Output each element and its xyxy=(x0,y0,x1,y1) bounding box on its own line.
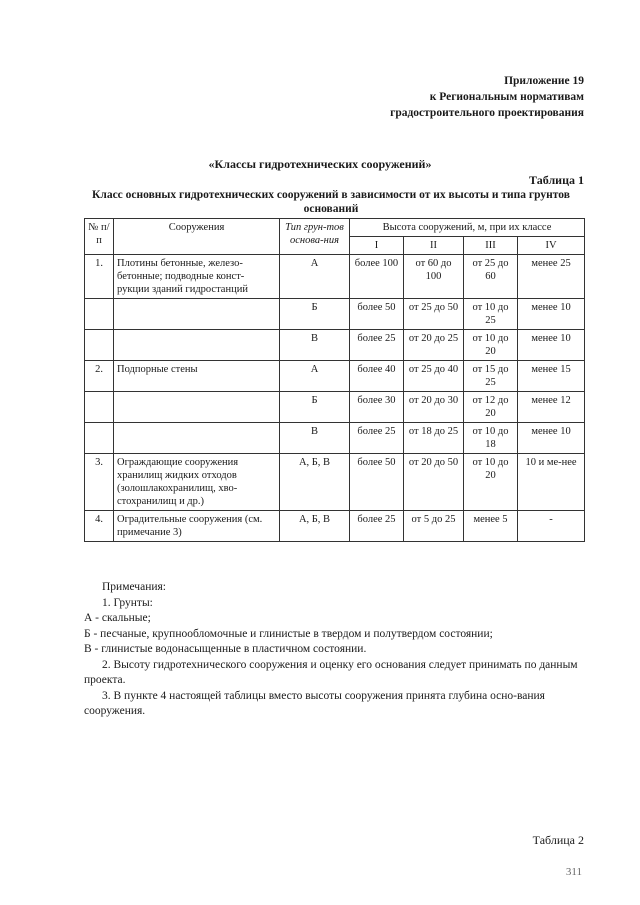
notes xyxy=(84,580,584,720)
row-class-4-value: 10 и ме-нее xyxy=(518,454,585,511)
row-num: 1. xyxy=(85,255,114,299)
classes-table xyxy=(84,218,585,542)
row-class-4-value: - xyxy=(518,511,585,542)
row-structure: Плотины бетонные, железо-бетонные; подводные конст-рукции зданий гидростанций xyxy=(114,255,280,299)
table-row xyxy=(85,423,585,454)
row-class-2-value: от 60 до 100 xyxy=(404,255,464,299)
header-class-4: IV xyxy=(518,237,585,255)
table-number: Таблица 1 xyxy=(529,173,584,187)
appendix-line-1: Приложение 19 xyxy=(504,75,584,87)
document-title: «Классы гидротехнических сооружений» xyxy=(208,157,432,171)
row-soil: А xyxy=(280,361,350,392)
row-class-3-value: от 10 до 25 xyxy=(464,299,518,330)
row-num: 2. xyxy=(85,361,114,392)
row-class-4-value: менее 10 xyxy=(518,299,585,330)
note-1-a: А - скальные; xyxy=(84,612,151,624)
header-class-3: III xyxy=(464,237,518,255)
row-num: 4. xyxy=(85,511,114,542)
row-class-1-value: более 25 xyxy=(350,330,404,361)
row-class-4-value: менее 10 xyxy=(518,330,585,361)
note-2: 2. Высоту гидротехнического сооружения и оценку его основания следует принимать по данным проекта. xyxy=(84,658,578,686)
row-class-1-value: более 30 xyxy=(350,392,404,423)
table-row xyxy=(85,511,585,542)
row-class-3-value: от 12 до 20 xyxy=(464,392,518,423)
row-structure: Ограждающие сооружения хранилищ жидких отходов (золошлакохранилищ, хво-стохранилищ и др.) xyxy=(114,454,280,511)
row-num: 3. xyxy=(85,454,114,511)
table-row xyxy=(85,392,585,423)
table-row xyxy=(85,361,585,392)
row-class-1-value: более 40 xyxy=(350,361,404,392)
table-row xyxy=(85,299,585,330)
row-class-3-value: менее 5 xyxy=(464,511,518,542)
appendix-line-3: градостроительного проектирования xyxy=(390,107,584,119)
row-class-2-value: от 18 до 25 xyxy=(404,423,464,454)
row-class-1-value: более 100 xyxy=(350,255,404,299)
row-class-3-value: от 15 до 25 xyxy=(464,361,518,392)
row-structure: Подпорные стены xyxy=(114,361,280,392)
row-soil: В xyxy=(280,330,350,361)
appendix-header xyxy=(390,73,584,121)
appendix-line-2: к Региональным нормативам xyxy=(429,91,584,103)
row-soil: А xyxy=(280,255,350,299)
row-class-4-value: менее 12 xyxy=(518,392,585,423)
row-class-1-value: более 50 xyxy=(350,454,404,511)
row-class-4-value: менее 10 xyxy=(518,423,585,454)
row-soil: А, Б, В xyxy=(280,454,350,511)
row-class-2-value: от 25 до 40 xyxy=(404,361,464,392)
table-caption: Класс основных гидротехнических сооружений в зависимости от их высоты и типа грунтов оснований xyxy=(92,189,570,215)
row-class-3-value: от 10 до 20 xyxy=(464,454,518,511)
row-soil: В xyxy=(280,423,350,454)
row-class-2-value: от 20 до 50 xyxy=(404,454,464,511)
row-soil: Б xyxy=(280,392,350,423)
header-structure: Сооружения xyxy=(114,219,280,255)
header-soil-type: Тип грун-тов основа-ния xyxy=(280,219,350,255)
table-row xyxy=(85,454,585,511)
row-num xyxy=(85,423,114,454)
table-row xyxy=(85,255,585,299)
row-class-2-value: от 25 до 50 xyxy=(404,299,464,330)
notes-title: Примечания: xyxy=(102,581,166,593)
row-class-4-value: менее 25 xyxy=(518,255,585,299)
row-class-2-value: от 5 до 25 xyxy=(404,511,464,542)
row-structure xyxy=(114,392,280,423)
row-soil: А, Б, В xyxy=(280,511,350,542)
note-3: 3. В пункте 4 настоящей таблицы вместо высоты сооружения принята глубина осно-вания сооружения. xyxy=(84,689,545,717)
table-header-row xyxy=(85,219,585,237)
row-class-3-value: от 10 до 18 xyxy=(464,423,518,454)
row-class-1-value: более 25 xyxy=(350,423,404,454)
row-class-3-value: от 10 до 20 xyxy=(464,330,518,361)
row-soil: Б xyxy=(280,299,350,330)
table-2-label: Таблица 2 xyxy=(532,833,584,847)
note-1-b: Б - песчаные, крупнообломочные и глинистые в твердом и полутвердом состоянии; xyxy=(84,627,493,640)
row-structure: Оградительные сооружения (см. примечание 3) xyxy=(114,511,280,542)
row-num xyxy=(85,330,114,361)
header-num: № п/п xyxy=(85,219,114,255)
header-height: Высота сооружений, м, при их классе xyxy=(350,219,585,237)
row-num xyxy=(85,392,114,423)
note-1: 1. Грунты: xyxy=(102,596,153,609)
row-class-1-value: более 50 xyxy=(350,299,404,330)
row-num xyxy=(85,299,114,330)
row-class-1-value: более 25 xyxy=(350,511,404,542)
row-structure xyxy=(114,330,280,361)
header-class-2: II xyxy=(404,237,464,255)
table-row xyxy=(85,330,585,361)
row-structure xyxy=(114,423,280,454)
page-number: 311 xyxy=(565,866,582,878)
note-1-c: В - глинистые водонасыщенные в пластичном состоянии. xyxy=(84,643,367,655)
row-structure xyxy=(114,299,280,330)
row-class-2-value: от 20 до 25 xyxy=(404,330,464,361)
header-class-1: I xyxy=(350,237,404,255)
row-class-3-value: от 25 до 60 xyxy=(464,255,518,299)
row-class-4-value: менее 15 xyxy=(518,361,585,392)
row-class-2-value: от 20 до 30 xyxy=(404,392,464,423)
